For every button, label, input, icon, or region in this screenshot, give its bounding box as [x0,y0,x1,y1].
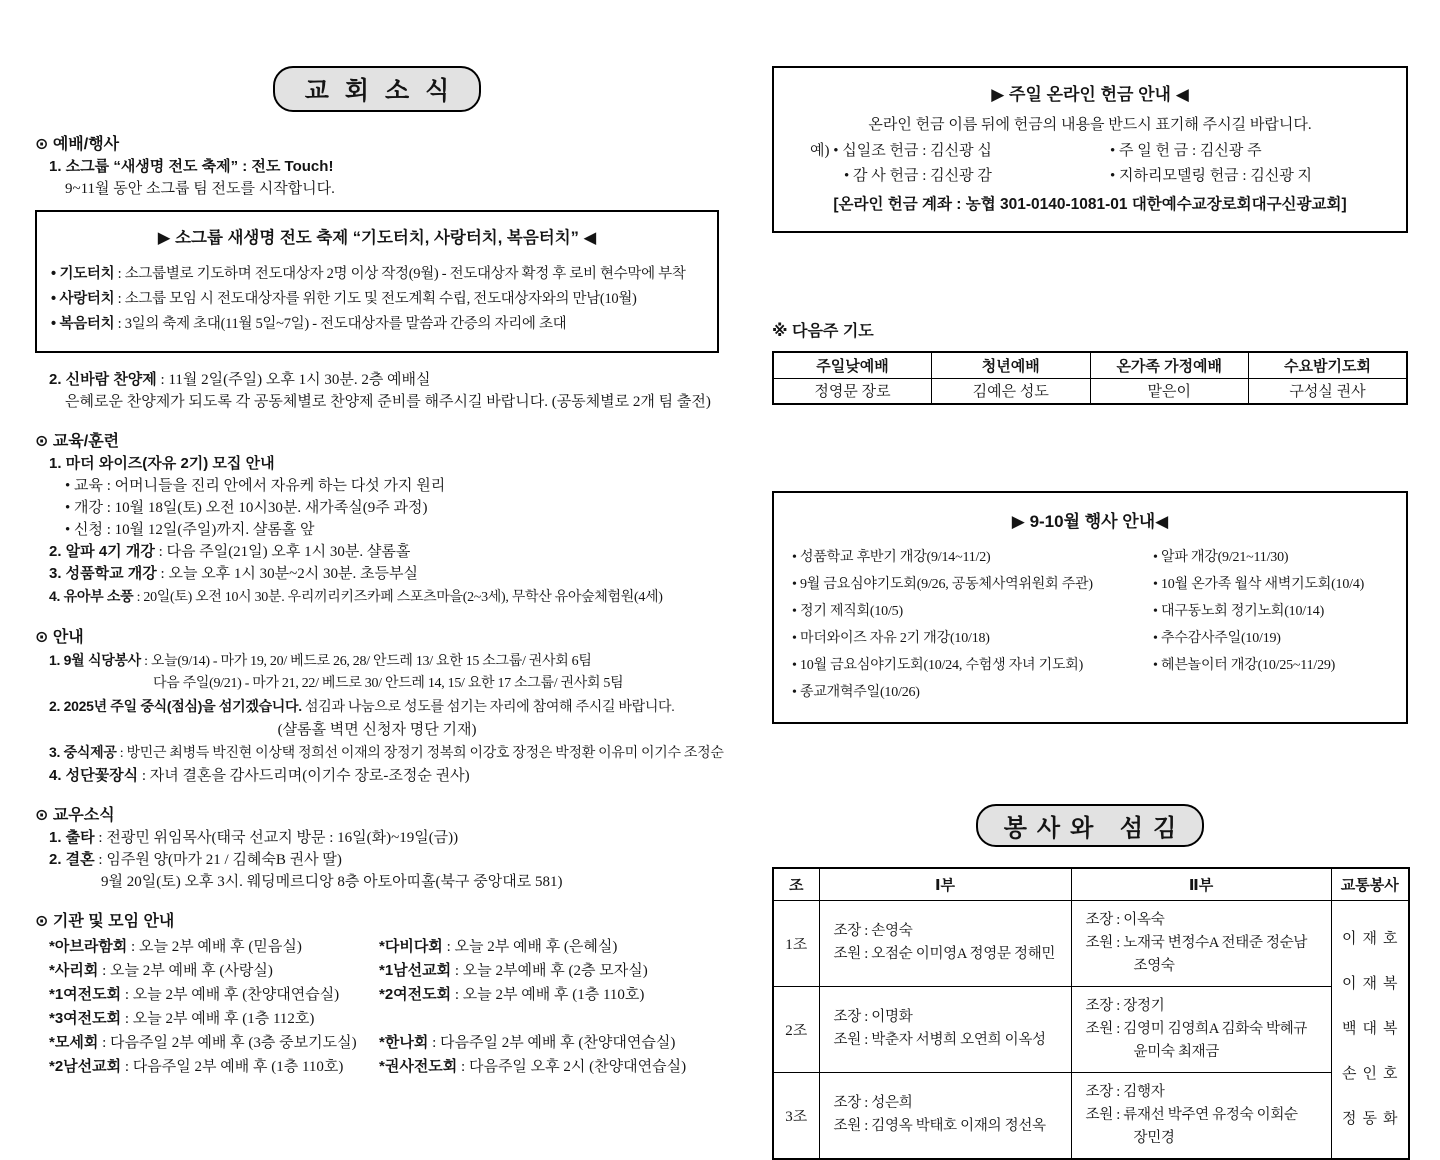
org-item-label: *한나회 [379,1034,429,1051]
prayer-col-youth: 청년예배 [932,352,1091,378]
service-1-part1 [819,900,1071,986]
service-header-row [773,868,1409,900]
event-item: • 10월 금요심야기도회(10/24, 수험생 자녀 기도회) [792,658,1084,673]
offering-account: [온라인 헌금 계좌 : 농협 301-0140-1081-01 대한예수교장로회대구신광교회] [833,196,1347,213]
service-3-part1 [819,1072,1071,1159]
notice-item-4-text: : 자녀 결혼을 감사드리며(이기수 장로-조정순 권사) [138,768,470,784]
right-column [772,66,1408,1160]
service-col-group: 조 [773,868,819,900]
org-item [379,935,719,959]
org-item-label: *권사전도회 [379,1058,458,1075]
member-news-heading: ⊙ 교우소식 [35,807,115,824]
education-item-2-text: : 다음 주일(21일) 오후 1시 30분. 샬롬홀 [154,544,411,560]
org-item-label: *3여전도회 [49,1010,122,1027]
offering-example-1-text: • 십일조 헌금 : 김신광 십 [833,143,992,159]
prayer-value-sunday: 정영문 장로 [773,378,932,404]
org-item-label: *사리회 [49,962,99,979]
service-section-title: 봉사와 섬김 [976,804,1205,847]
org-item [49,1055,379,1079]
notice-item-1-label: 1. 9월 식당봉사 [49,652,141,668]
prayer-col-family: 온가족 가정예배 [1090,352,1249,378]
service-title-wrap [772,804,1408,847]
org-item-text: : 다음주일 2부 예배 후 (1층 110호) [121,1059,344,1075]
events-box [772,491,1408,724]
org-item-label: *2남선교회 [49,1058,122,1075]
members-line: 조원 : 김영옥 박태호 이재의 정선옥 [833,1118,1046,1134]
org-item-text: : 오늘 2부 예배 후 (은혜실) [442,939,618,955]
org-item-text: : 오늘 2부 예배 후 (믿음실) [127,939,302,955]
notice-item-3 [35,741,724,765]
event-item: • 9월 금요심야기도회(9/26, 공동체사역위원회 주관) [792,577,1093,592]
worship-item-1: 1. 소그룹 “새생명 전도 축제” : 전도 Touch! [49,158,334,175]
offering-instruction: 온라인 헌금 이름 뒤에 헌금의 내용을 반드시 표기해 주시길 바랍니다. [868,117,1312,133]
service-group-1: 1조 [773,900,819,986]
festival-bullet-1-text: : 소그룹별로 기도하며 전도대상자 2명 이상 작정(9월) - 전도대상자 확정 후 로비 현수막에 부착 [114,266,686,282]
leader-line: 조장 : 장정기 [1085,997,1165,1014]
org-item-label: *1남선교회 [379,962,452,979]
education-item-1-sub-3: • 신청 : 10월 12일(주일)까지. 샬롬홀 앞 [65,522,315,538]
members-line: 조원 : 노재국 변정수A 전태준 정순남 [1085,934,1308,951]
event-item: • 추수감사주일(10/19) [1153,631,1281,646]
education-item-1-sub-1: • 교육 : 어머니들을 진리 안에서 자유케 하는 다섯 가지 원리 [65,478,446,494]
notice-item-4-label: 4. 성단꽃장식 [49,767,139,784]
service-col-part1: Ⅰ부 [819,868,1071,900]
education-item-3 [35,563,719,585]
service-group-2: 2조 [773,986,819,1072]
notice-item-3-text: : 방민근 최병득 박진현 이상택 정희선 이재의 장정기 정복희 이강호 장정은 박정환 이유미 이기수 조정순 [116,746,724,761]
prayer-col-sunday: 주일낮예배 [773,352,932,378]
worship-section-heading: ⊙ 예배/행사 [35,136,120,153]
event-item: • 헤븐놀이터 개강(10/25~11/29) [1153,658,1336,673]
service-1-part2 [1071,900,1331,986]
org-item-label: *모세회 [49,1034,99,1051]
education-item-3-text: : 오늘 오후 1시 30분~2시 30분. 초등부실 [156,566,418,582]
prayer-col-wednesday: 수요밤기도회 [1249,352,1408,378]
leader-line: 조장 : 이옥숙 [1085,911,1165,928]
event-item: • 10월 온가족 월삭 새벽기도회(10/4) [1153,577,1365,592]
education-item-2-label: 2. 알파 4기 개강 [49,543,155,560]
org-item-text: : 오늘 2부예배 후 (2층 모자실) [451,963,648,979]
education-item-4 [35,585,719,609]
traffic-name: 손인호 [1342,1065,1404,1082]
notice-item-4 [35,765,719,787]
member-news-item-1 [35,827,719,849]
next-week-prayer-section [772,321,1408,405]
leader-line: 조장 : 김행자 [1085,1083,1165,1100]
prayer-header-row [773,352,1407,378]
offering-example-prefix: 예) [810,143,830,159]
offering-box-title: ▶ 주일 온라인 헌금 안내 ◀ [991,85,1189,104]
org-section-heading: ⊙ 기관 및 모임 안내 [35,913,175,930]
org-item [379,983,719,1007]
education-item-1-sub-2: • 개강 : 10월 18일(토) 오전 10시30분. 새가족실(9주 과정) [65,500,428,516]
prayer-value-row [773,378,1407,404]
education-item-4-label: 4. 유아부 소풍 [49,588,134,604]
festival-bullet-1-label: • 기도터치 [51,266,115,282]
org-item [49,1007,379,1031]
prayer-value-youth: 김예은 성도 [932,378,1091,404]
education-section-heading: ⊙ 교육/훈련 [35,433,120,450]
service-row-3 [773,1072,1409,1159]
org-item-text: : 다음주일 오후 2시 (찬양대연습실) [457,1059,687,1075]
worship-item-2 [35,369,719,391]
org-item-text: : 다음주일 2부 예배 후 (찬양대연습실) [428,1035,676,1051]
online-offering-box [772,66,1408,233]
festival-bullet-2-text: : 소그룹 모임 시 전도대상자를 위한 기도 및 전도계획 수립, 전도대상자와의 만남(10월) [114,291,637,307]
notice-item-2 [35,695,719,719]
events-list [792,544,1388,706]
festival-bullet-2 [51,287,703,312]
org-item-text: : 오늘 2부 예배 후 (1층 110호) [451,987,645,1003]
festival-bullet-3 [51,312,703,337]
church-news-title: 교회소식 [273,66,482,112]
traffic-name: 이재복 [1342,975,1404,992]
org-item [49,935,379,959]
members-line: 조원 : 류재선 박주연 유정숙 이회순 [1085,1106,1298,1123]
worship-item-2-sub: 은혜로운 찬양제가 되도록 각 공동체별로 찬양제 준비를 해주시길 바랍니다. (공동체별로 2개 팀 출전) [65,394,711,410]
traffic-service-cell [1331,900,1409,1159]
festival-box-title: ▶ 소그룹 새생명 전도 축제 “기도터치, 사랑터치, 복음터치” ◀ [157,229,597,247]
notice-item-2-cont: (샬롬홀 벽면 신청자 명단 기재) [277,722,477,738]
org-item-label: *아브라함회 [49,938,128,955]
member-news-item-2-cont: 9월 20일(토) 오후 3시. 웨딩메르디앙 8층 아토아띠홀(북구 중앙대로 581) [101,874,563,890]
member-news-item-1-text: : 전광민 위임목사(태국 선교지 방문 : 16일(화)~19일(금)) [94,830,459,846]
event-item: • 정기 제직회(10/5) [792,604,903,619]
worship-item-1-sub: 9~11월 동안 소그룹 팀 전도를 시작합니다. [65,181,335,197]
member-news-item-2 [35,849,719,871]
prayer-value-family: 맡은이 [1090,378,1249,404]
event-item: • 성품학교 후반기 개강(9/14~11/2) [792,550,991,565]
festival-bullet-3-text: : 3일의 축제 초대(11월 5일~7일) - 전도대상자를 말씀과 간증의 자리에 초대 [114,316,567,332]
members-line: 조원 : 오점순 이미영A 정영문 정해민 [833,946,1056,962]
notice-item-2-label: 2. 2025년 주일 중식(점심)을 섬기겠습니다. [49,698,302,714]
org-item-text: : 다음주일 2부 예배 후 (3층 중보기도실) [98,1035,357,1051]
member-news-item-1-label: 1. 출타 [49,829,95,846]
prayer-heading: ※ 다음주 기도 [772,323,874,340]
event-item: • 대구동노회 정기노회(10/14) [1153,604,1325,619]
education-item-2 [35,541,719,563]
worship-item-2-label: 2. 신바람 찬양제 [49,371,157,388]
events-box-title: ▶ 9-10월 행사 안내◀ [1011,512,1169,531]
service-group-3: 3조 [773,1072,819,1159]
offering-example-3: • 감 사 헌금 : 김신광 감 [844,168,992,184]
notice-item-2-text: 섬김과 나눔으로 성도를 섬기는 자리에 참여해 주시길 바랍니다. [301,700,675,715]
offering-example-4: • 지하리모델링 헌금 : 김신광 지 [1110,168,1313,184]
members-line-cont: 윤미숙 최재금 [1133,1043,1220,1060]
service-2-part2 [1071,986,1331,1072]
members-line-cont: 조영숙 [1133,957,1175,974]
event-item: • 알파 개강(9/21~11/30) [1153,550,1289,565]
members-line: 조원 : 박춘자 서병희 오연희 이옥성 [833,1032,1046,1048]
notice-item-1-cont: 다음 주일(9/21) - 마가 21, 22/ 베드로 30/ 안드레 14, 15/ 요한 17 소그룹/ 권사회 5팀 [153,676,624,691]
notice-item-3-label: 3. 중식제공 [49,744,117,760]
church-news-column [35,66,724,1079]
org-item [49,959,379,983]
org-list [35,935,719,1079]
leader-line: 조장 : 성은희 [833,1095,913,1111]
prayer-value-wednesday: 구성실 권사 [1249,378,1408,404]
members-line: 조원 : 김영미 김영희A 김화숙 박혜규 [1085,1020,1308,1037]
org-item-empty [379,1007,719,1031]
offering-example-1 [810,139,1110,164]
prayer-table [772,351,1408,405]
evangelism-festival-box [35,210,719,353]
festival-bullet-1 [51,262,703,287]
traffic-name: 정동화 [1342,1110,1404,1127]
org-item-text: : 오늘 2부 예배 후 (찬양대연습실) [121,987,340,1003]
festival-bullet-2-label: • 사랑터치 [51,291,115,307]
org-item [379,959,719,983]
service-table [772,867,1410,1160]
org-item-label: *1여전도회 [49,986,122,1003]
traffic-name: 백대복 [1342,1020,1404,1037]
org-item-text: : 오늘 2부 예배 후 (1층 112호) [121,1011,315,1027]
member-news-item-2-text: : 임주원 양(마가 21 / 김혜숙B 권사 딸) [94,852,342,868]
service-3-part2 [1071,1072,1331,1159]
service-2-part1 [819,986,1071,1072]
notice-item-1-text: : 오늘(9/14) - 마가 19, 20/ 베드로 26, 28/ 안드레 13/ 요한 15 소그룹/ 권사회 6팀 [140,654,592,669]
service-col-traffic: 교통봉사 [1331,868,1409,900]
org-item [379,1031,719,1055]
members-line-cont: 장민경 [1133,1129,1175,1146]
event-item-empty [1153,679,1388,706]
org-item-label: *2여전도회 [379,986,452,1003]
event-item: • 마더와이즈 자유 2기 개강(10/18) [792,631,990,646]
org-item-text: : 오늘 2부 예배 후 (사랑실) [98,963,273,979]
member-news-item-2-label: 2. 결혼 [49,851,95,868]
org-item-label: *다비다회 [379,938,443,955]
festival-bullet-3-label: • 복음터치 [51,316,115,332]
service-row-1 [773,900,1409,986]
org-item [49,983,379,1007]
worship-item-2-text: : 11월 2일(주일) 오후 1시 30분. 2층 예배실 [156,372,431,388]
leader-line: 조장 : 이명화 [833,1009,913,1025]
org-item [49,1031,379,1055]
notice-item-1 [35,649,719,673]
education-item-1: 1. 마더 와이즈(자유 2기) 모집 안내 [49,455,275,472]
notice-section-heading: ⊙ 안내 [35,629,84,646]
service-col-part2: Ⅱ부 [1071,868,1331,900]
education-item-4-text: : 20일(토) 오전 10시 30분. 우리끼리키즈카페 스포츠마을(2~3세), 무학산 유아숲체험원(4세) [133,590,663,605]
service-row-2 [773,986,1409,1072]
org-item [379,1055,719,1079]
leader-line: 조장 : 손영숙 [833,923,913,939]
event-item: • 종교개혁주일(10/26) [792,685,920,700]
offering-example-2: • 주 일 헌 금 : 김신광 주 [1110,143,1262,159]
education-item-3-label: 3. 성품학교 개강 [49,565,157,582]
traffic-name: 이재호 [1342,930,1404,947]
offering-examples [810,139,1370,189]
